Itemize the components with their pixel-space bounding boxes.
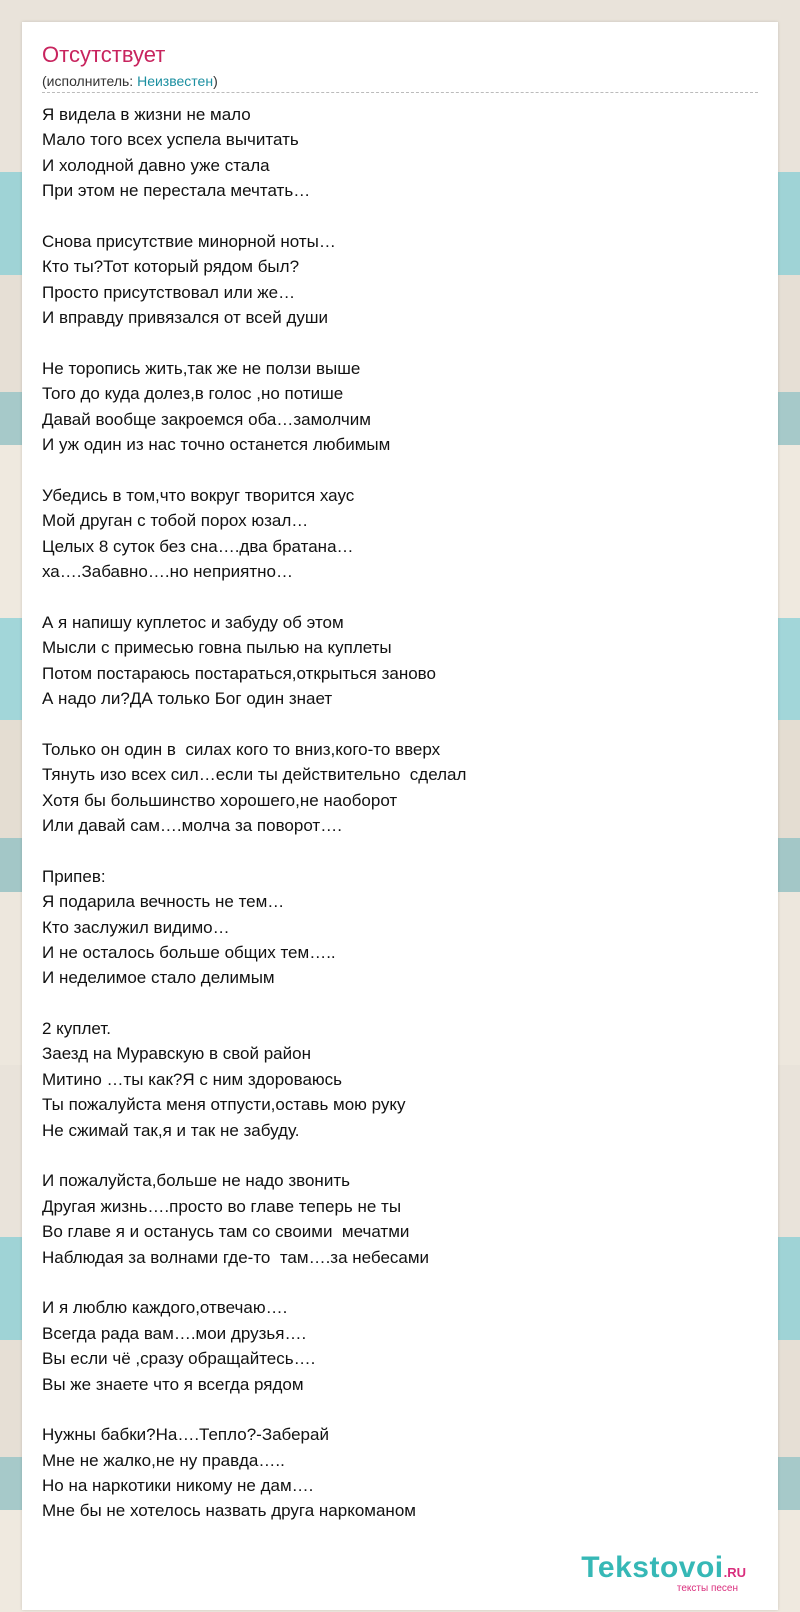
lyrics-line: Я подарила вечность не тем… [42,892,285,912]
lyrics-line: А надо ли?ДА только Бог один знает [42,688,333,708]
lyrics-line: Нужны бабки?На….Тепло?-Заберай [42,1425,329,1445]
lyrics-line: Мой друган с тобой порох юзал… [42,511,309,531]
lyrics-line: ха….Забавно….но неприятно… [42,562,294,582]
lyrics-line: И не осталось больше общих тем….. [42,942,336,962]
lyrics-line: Целых 8 суток без сна….два братана… [42,536,354,556]
artist-link[interactable]: Неизвестен [137,73,214,89]
lyrics-line: Хотя бы большинство хорошего,не наоборот [42,790,398,810]
lyrics-card [22,22,778,1610]
lyrics-blank-line [42,991,758,1016]
lyrics-line: Мысли с примесью говна пылью на куплеты [42,638,392,658]
site-logo[interactable] [581,1552,746,1594]
lyrics-blank-line [42,1397,758,1422]
logo-name: Tekstovoi [581,1551,724,1584]
lyrics-line: Всегда рада вам….мои друзья…. [42,1323,307,1343]
lyrics-line: Просто присутствовал или же… [42,282,296,302]
lyrics-line: Не сжимай так,я и так не забуду. [42,1120,300,1140]
lyrics-line: Мне не жалко,не ну правда….. [42,1450,285,1470]
lyrics-line: И я люблю каждого,отвечаю…. [42,1298,288,1318]
lyrics-line: Припев: [42,866,106,886]
lyrics-line: И холодной давно уже стала [42,155,270,175]
lyrics-line: Кто заслужил видимо… [42,917,230,937]
lyrics-line: И пожалуйста,больше не надо звонить [42,1171,350,1191]
artist-prefix: (исполнитель: [42,73,138,89]
lyrics-line: И неделимое стало делимым [42,968,275,988]
lyrics-blank-line [42,331,758,356]
lyrics-line: Или давай сам….молча за поворот…. [42,815,342,835]
lyrics-line: Мало того всех успела вычитать [42,130,299,150]
lyrics-blank-line [42,838,758,863]
lyrics-line: Только он один в силах кого то вниз,кого-то вверх [42,739,441,759]
lyrics-line: Не торопись жить,так же не ползи выше [42,358,361,378]
lyrics-line: Снова присутствие минорной ноты… [42,231,336,251]
logo-tagline: тексты песен [676,1583,738,1594]
lyrics-blank-line [42,1143,758,1168]
lyrics-blank-line [42,204,758,229]
lyrics-line: Другая жизнь….просто во главе теперь не ты [42,1196,402,1216]
lyrics-line: Ты пожалуйста меня отпусти,оставь мою руку [42,1095,406,1115]
lyrics-line: Мне бы не хотелось назвать друга наркоманом [42,1501,416,1521]
lyrics-line: При этом не перестала мечтать… [42,181,311,201]
artist-line [42,72,218,90]
title-divider [42,92,758,93]
lyrics-line: Потом постараюсь постараться,открыться заново [42,663,436,683]
lyrics-line: Того до куда долез,в голос ,но потише [42,384,344,404]
lyrics-blank-line [42,457,758,482]
logo-tld: .RU [723,1565,746,1580]
lyrics-line: Вы же знаете что я всегда рядом [42,1374,304,1394]
lyrics-blank-line [42,711,758,736]
lyrics-line: Заезд на Муравскую в свой район [42,1044,311,1064]
lyrics-line: Тянуть изо всех сил…если ты действительно сделал [42,765,467,785]
lyrics-line: Во главе я и останусь там со своими мечатми [42,1222,410,1242]
artist-suffix: ) [213,73,218,89]
lyrics-blank-line [42,1270,758,1295]
lyrics-line: Но на наркотики никому не дам…. [42,1476,314,1496]
lyrics-line: Давай вообще закроемся оба…замолчим [42,409,371,429]
lyrics-blank-line [42,584,758,609]
lyrics-line: А я напишу куплетос и забуду об этом [42,612,344,632]
song-title: Отсутствует [42,42,166,67]
lyrics-line: Я видела в жизни не мало [42,105,251,124]
lyrics-line: 2 куплет. [42,1019,111,1039]
lyrics-line: Кто ты?Тот который рядом был? [42,257,300,277]
lyrics-line: Митино …ты как?Я с ним здороваюсь [42,1069,343,1089]
lyrics-line: Вы если чё ,сразу обращайтесь…. [42,1349,316,1369]
lyrics-line: Наблюдая за волнами где-то там….за небесами [42,1247,430,1267]
lyrics-text [42,102,758,1524]
lyrics-line: И уж один из нас точно останется любимым [42,435,391,455]
lyrics-line: Убедись в том,что вокруг творится хаус [42,485,355,505]
lyrics-line: И вправду привязался от всей души [42,308,329,328]
